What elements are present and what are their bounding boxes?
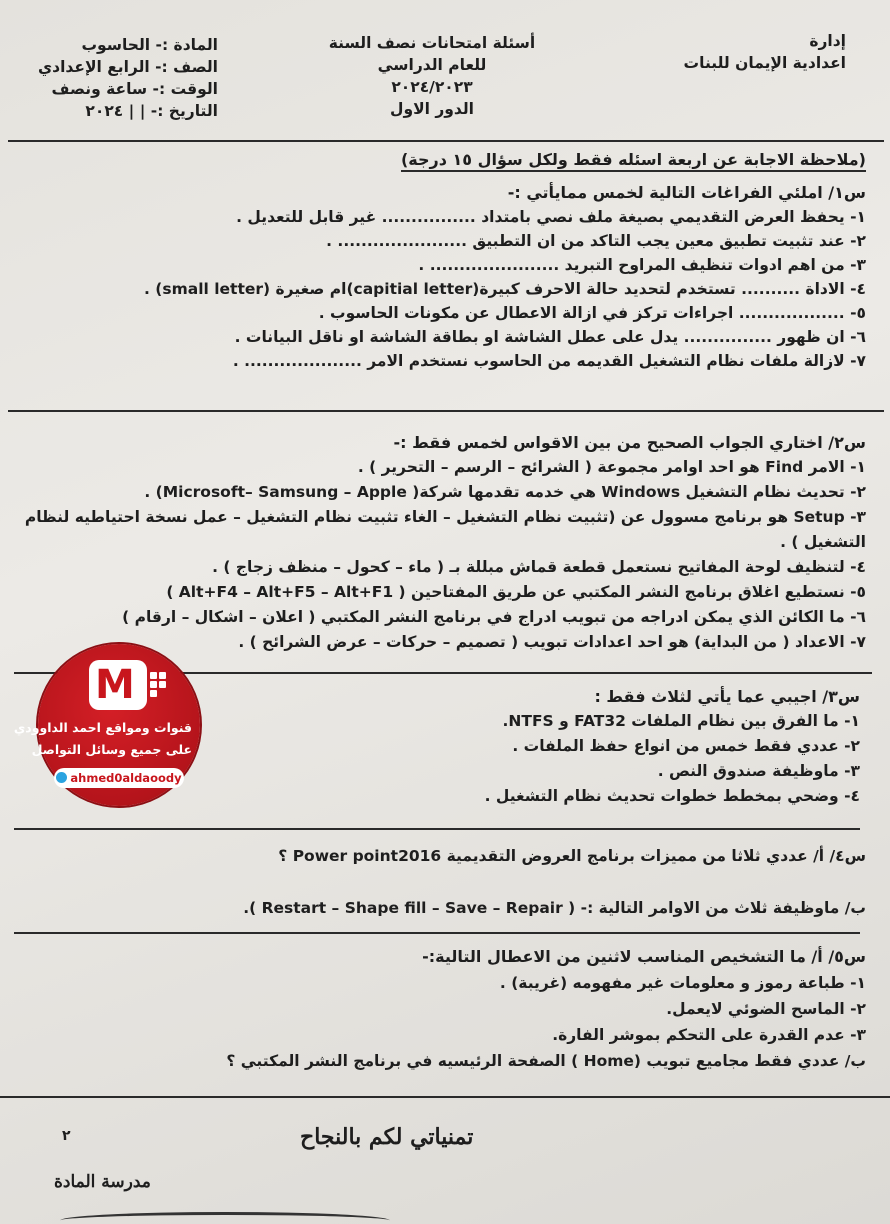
- page-number: ٢: [62, 1128, 71, 1144]
- question-1-item: ٤- الاداة .......... تستخدم لتحديد حالة الاحرف كبيرة(capitial letter)ام صغيرة (small letter) .: [144, 280, 866, 298]
- year-label: للعام الدراسي: [377, 56, 487, 74]
- question-3-item: ٤- وضحي بمخطط خطوات تحديث نظام التشغيل .: [484, 787, 860, 805]
- school-label: إدارة: [809, 32, 846, 50]
- question-3: [210, 684, 860, 809]
- question-3-item: ٢- عددي فقط خمس من انواع حفظ الملفات .: [512, 737, 860, 755]
- divider: [8, 410, 884, 412]
- duration: الوقت :- ساعة ونصف: [51, 80, 218, 98]
- school-name: اعدادية الإيمان للبنات: [683, 54, 846, 72]
- question-5: [18, 944, 866, 1074]
- question-1-item: ٥- .................. اجراءات تركز في ازالة الاعطال عن مكونات الحاسوب .: [318, 304, 866, 322]
- question-1-item: ١- يحفظ العرض التقديمي بصيغة ملف نصي بامتداد ................ غير قابل للتعديل .: [236, 208, 866, 226]
- question-2-item: ٧- الاعداد ( من البداية) هو احد اعدادات تبويب ( تصميم – حركات – عرض الشرائح ) .: [238, 633, 866, 651]
- question-2-item: ١- الامر Find هو احد اوامر مجموعة ( الشرائح – الرسم – التحرير ) .: [357, 458, 866, 476]
- channel-watermark-logo: [13, 644, 200, 806]
- logo-dots-icon: [150, 672, 168, 702]
- question-2-item: ٣- Setup هو برنامج مسوول عن (تثبيت نظام التشغيل – الغاء تثبيت نظام التشغيل – عمل نسخة احتياطيه لنظام التشغيل ) .: [24, 508, 866, 551]
- question-5-part-b: ب/ عددي فقط مجاميع تبويب (Home ) الصفحة الرئيسيه في برنامج النشر المكتبي ؟: [226, 1052, 866, 1070]
- question-5-title: س٥/ أ/ ما التشخيص المناسب لاثنين من الاعطال التالية:-: [422, 947, 866, 966]
- question-2-item: ٦- ما الكائن الذي يمكن ادراجه من تبويب ادراج في برنامج النشر المكتبي ( اعلان – اشكال – ارقام ): [122, 608, 866, 626]
- question-3-title: س٣/ اجيبي عما يأتي لثلاث فقط :: [594, 687, 860, 706]
- question-4-part-a: س٤/ أ/ عددي ثلاثا من مميزات برنامج العروض التقديمية Power point2016 ؟: [278, 847, 866, 865]
- logo-letter: M: [95, 662, 135, 708]
- divider: [0, 1096, 890, 1098]
- exam-title-block: [312, 32, 552, 120]
- divider: [14, 828, 860, 830]
- question-2-item: ٤- لتنظيف لوحة المفاتيح نستعمل قطعة قماش مبللة بـ ( ماء – كحول – منظف زجاج ) .: [212, 558, 866, 576]
- logo-line-2: على جميع وسائل التواصل: [31, 742, 192, 757]
- school-block: [684, 30, 846, 74]
- question-2-title: س٢/ اختاري الجواب الصحيح من بين الاقواس لخمس فقط :-: [393, 433, 866, 452]
- divider: [8, 140, 884, 142]
- teacher-signature-label: مدرسة المادة: [54, 1172, 151, 1192]
- grade: الصف :- الرابع الإعدادي: [37, 58, 218, 76]
- question-1-item: ٦- ان ظهور ............... يدل على عطل الشاشة او بطاقة الشاشة او ناقل البيانات .: [234, 328, 866, 346]
- instruction-note: (ملاحظة الاجابة عن اربعة اسئله فقط ولكل سؤال ١٥ درجة): [401, 150, 866, 172]
- question-1: [18, 181, 866, 373]
- question-1-title: س١/ املئي الفراغات التالية لخمس ممايأتي :-: [507, 183, 866, 202]
- question-3-item: ٣- ماوظيفة صندوق النص .: [657, 762, 860, 780]
- exam-info-block: [18, 34, 218, 122]
- question-5-item: ٣- عدم القدرة على التحكم بموشر الفارة.: [552, 1026, 866, 1044]
- logo-m-icon: [89, 660, 147, 710]
- year-value: ٢٠٢٤/٢٠٢٣: [391, 78, 473, 96]
- exam-date: التاريخ :- | | ٢٠٢٤: [85, 102, 218, 120]
- exam-round: الدور الاول: [390, 100, 474, 118]
- telegram-handle: [54, 768, 184, 788]
- question-2-item: ٢- تحديث نظام التشغيل Windows هي خدمه تقدمها شركة( Microsoft– Samsung – Apple) .: [144, 483, 866, 501]
- question-4: [18, 844, 866, 920]
- question-1-item: ٢- عند تثبيت تطبيق معين يجب التاكد من ان التطبيق ...................... .: [326, 232, 866, 250]
- question-5-item: ١- طباعة رموز و معلومات غير مفهومه (غريبة) .: [499, 974, 866, 992]
- question-5-item: ٢- الماسح الضوئي لايعمل.: [666, 1000, 866, 1018]
- question-3-item: ١- ما الفرق بين نظام الملفات FAT32 و NTFS.: [502, 712, 860, 730]
- handle-text: ahmed0aldaoody: [70, 771, 182, 785]
- handwritten-signature: [60, 1212, 390, 1224]
- question-1-item: ٣- من اهم ادوات تنظيف المراوح التبريد ...................... .: [418, 256, 866, 274]
- question-2-item: ٥- نستطيع اغلاق برنامج النشر المكتبي عن طريق المفتاحين ( Alt+F4 – Alt+F5 – Alt+F1 ): [166, 583, 866, 601]
- question-1-item: ٧- لازالة ملفات نظام التشغيل القديمه من الحاسوب نستخدم الامر .................... .: [232, 352, 866, 370]
- subject: المادة :- الحاسوب: [81, 36, 218, 54]
- divider: [14, 932, 860, 934]
- telegram-icon: [56, 772, 67, 783]
- logo-line-1: قنوات ومواقع احمد الداوودي: [13, 720, 192, 735]
- exam-title: أسئلة امتحانات نصف السنة: [328, 34, 536, 52]
- question-2: [18, 430, 866, 655]
- closing-wish: تمنياتي لكم بالنجاح: [300, 1124, 474, 1150]
- question-4-part-b: ب/ ماوظيفة ثلاث من الاوامر التالية :- ( Restart – Shape fill – Save – Repair ).: [243, 899, 866, 917]
